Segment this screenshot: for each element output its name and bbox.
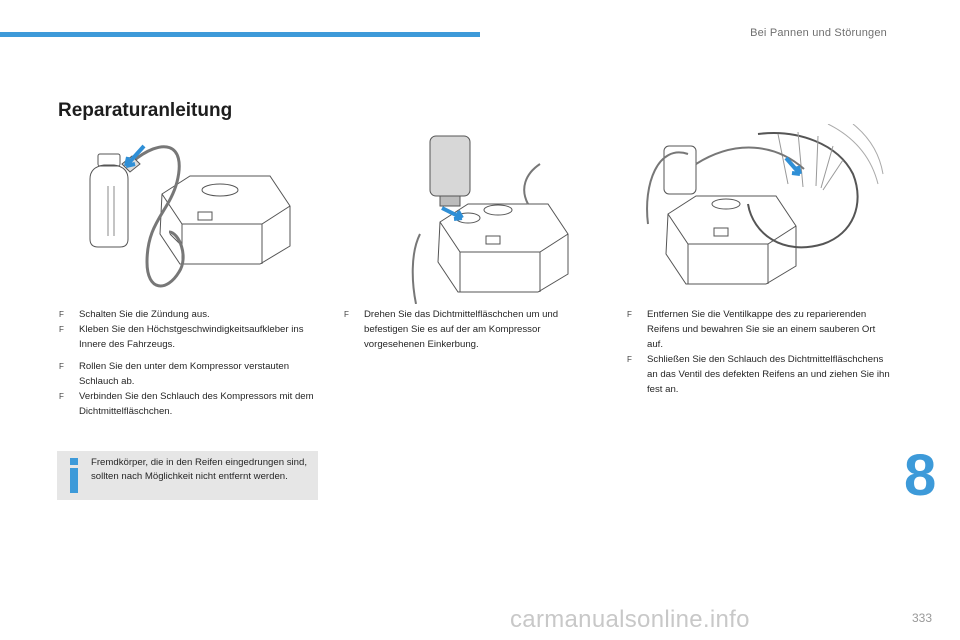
item-text: Verbinden Sie den Schlauch des Kompressors mit dem Dichtmittelfläschchen. <box>79 391 314 417</box>
page-title: Reparaturanleitung <box>58 100 233 121</box>
list-item <box>57 389 322 419</box>
page-number: 333 <box>912 611 933 625</box>
illustration-bottle-on-compressor <box>380 124 610 304</box>
bullet-icon: F <box>627 310 632 319</box>
bullet-icon: F <box>59 392 64 401</box>
illustration-compressor-hose <box>70 124 300 304</box>
list-item <box>625 352 893 397</box>
info-text: Fremdkörper, die in den Reifen eingedrungen sind, sollten nach Möglichkeit nicht entfernt werden. <box>91 457 307 482</box>
info-box <box>57 451 318 500</box>
item-text: Entfernen Sie die Ventilkappe des zu reparierenden Reifens und bewahren Sie sie an einem sauberen Ort auf. <box>647 309 876 350</box>
list-item <box>625 307 893 352</box>
hose <box>132 147 183 286</box>
item-text: Rollen Sie den unter dem Kompressor verstauten Schlauch ab. <box>79 361 290 387</box>
sealant-bottle <box>430 136 470 196</box>
item-text: Schließen Sie den Schlauch des Dichtmittelfläschchens an das Ventil des defekten Reifens an und ziehen Sie ihn fest an. <box>647 354 890 395</box>
tyre <box>748 133 858 247</box>
item-text: Drehen Sie das Dichtmittelfläschchen um und befestigen Sie es auf der am Kompressor vorgesehenen Einkerbung. <box>364 309 559 350</box>
footer-watermark: carmanualsonline.info <box>510 606 750 633</box>
sealant-bottle <box>90 165 128 247</box>
item-text: Kleben Sie den Höchstgeschwindigkeitsaufkleber ins Innere des Fahrzeugs. <box>79 324 304 350</box>
list-item <box>57 322 322 352</box>
section-title: Bei Pannen und Störungen <box>750 27 887 39</box>
header-accent-bar <box>0 32 480 37</box>
item-text: Schalten Sie die Zündung aus. <box>79 309 210 320</box>
instructions-column-1 <box>57 307 322 419</box>
chapter-number: 8 <box>904 443 937 508</box>
instructions-column-2 <box>342 307 592 352</box>
bullet-icon: F <box>59 362 64 371</box>
bullet-icon: F <box>59 310 64 319</box>
list-item <box>57 359 322 389</box>
bullet-icon: F <box>627 355 632 364</box>
illustration-hose-to-tyre <box>628 124 888 304</box>
list-item <box>57 307 322 322</box>
bullet-icon: F <box>344 310 349 319</box>
list-item <box>342 307 592 352</box>
instructions-column-3 <box>625 307 893 397</box>
bullet-icon: F <box>59 325 64 334</box>
info-icon <box>69 458 79 493</box>
